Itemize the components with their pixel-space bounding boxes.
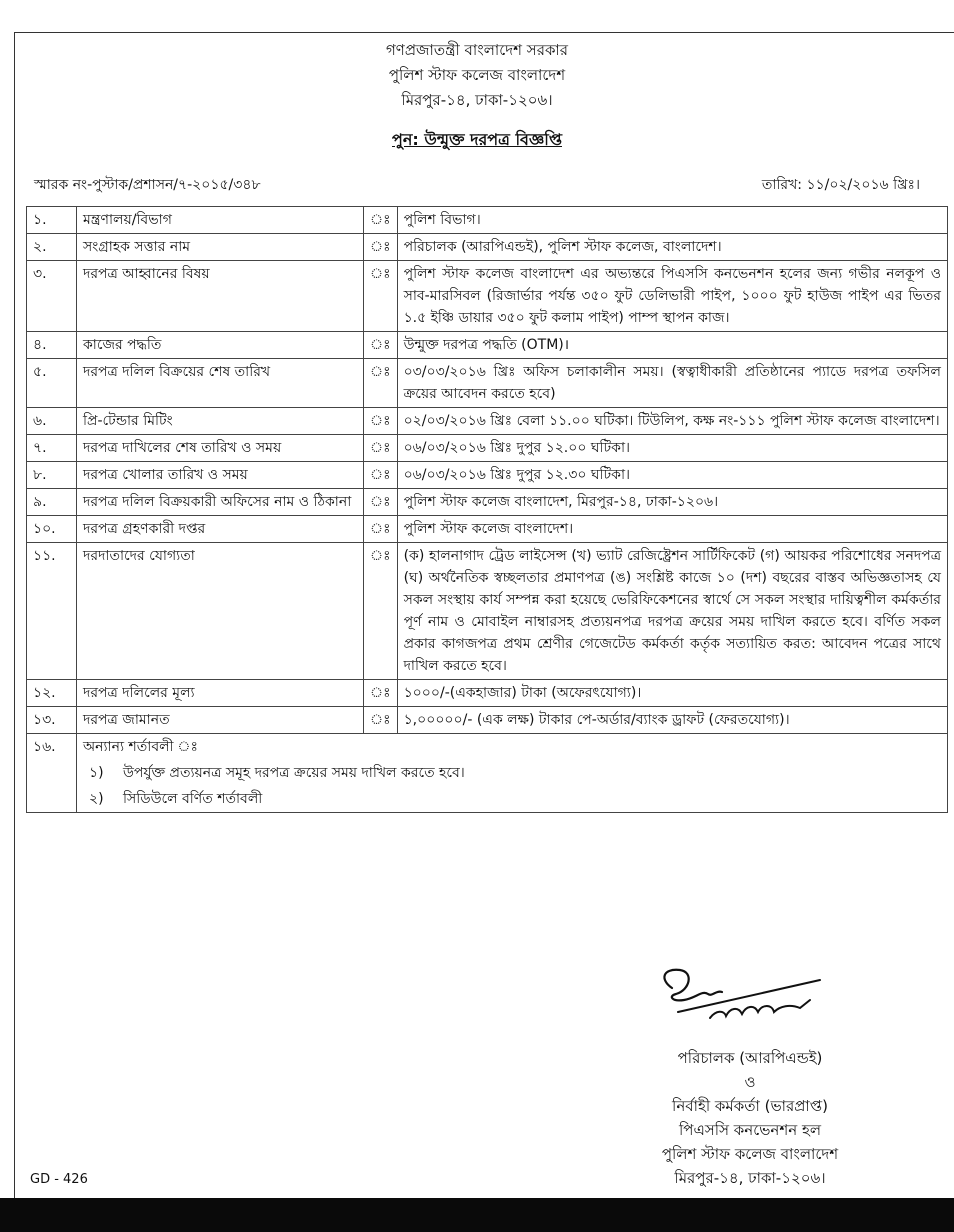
row-colon: ঃ xyxy=(364,707,398,734)
row-item: কাজের পদ্ধতি xyxy=(77,332,364,359)
row-serial: ৫. xyxy=(27,359,77,408)
condition-number: ১) xyxy=(89,765,104,781)
table-row xyxy=(27,359,948,408)
signatory-conjunction: ও xyxy=(744,1073,756,1091)
row-colon: ঃ xyxy=(364,207,398,234)
signatory-block xyxy=(560,1046,940,1190)
other-conditions-row xyxy=(27,734,948,813)
row-item: দরপত্র দলিল বিক্রয়কারী অফিসের নাম ও ঠিকানা xyxy=(77,489,364,516)
row-value: ০৩/০৩/২০১৬ খ্রিঃ অফিস চলাকালীন সময়। (স্বত্বাধীকারী প্রতিষ্ঠানের প্যাডে দরপত্র তফসিল ক্রয়ের আবেদন করতে হবে) xyxy=(397,359,947,408)
signatory-address: মিরপুর-১৪, ঢাকা-১২০৬। xyxy=(674,1169,826,1187)
row-item: দরপত্র দলিলের মূল্য xyxy=(77,680,364,707)
row-item: মন্ত্রণালয়/বিভাগ xyxy=(77,207,364,234)
row-serial: ১৩. xyxy=(27,707,77,734)
table-row xyxy=(27,435,948,462)
row-serial: ৮. xyxy=(27,462,77,489)
row-value: ০৬/০৩/২০১৬ খ্রিঃ দুপুর ১২.০০ ঘটিকা। xyxy=(397,435,947,462)
condition-text: উপর্যুক্ত প্রত্যয়নত্র সমূহ দরপত্র ক্রয়ের সময় দাখিল করতে হবে। xyxy=(123,765,465,781)
signature-image xyxy=(650,960,830,1040)
table-row xyxy=(27,332,948,359)
row-colon: ঃ xyxy=(364,408,398,435)
signatory-title-2: নির্বাহী কর্মকর্তা (ভারপ্রাপ্ত) xyxy=(672,1097,828,1115)
row-serial: ২. xyxy=(27,234,77,261)
table-row xyxy=(27,234,948,261)
row-item: দরপত্র দলিল বিক্রয়ের শেষ তারিখ xyxy=(77,359,364,408)
row-serial: ৩. xyxy=(27,261,77,332)
row-colon: ঃ xyxy=(364,261,398,332)
row-colon: ঃ xyxy=(364,543,398,680)
row-colon: ঃ xyxy=(364,516,398,543)
row-value: পরিচালক (আরপিএন্ডই), পুলিশ স্টাফ কলেজ, বাংলাদেশ। xyxy=(397,234,947,261)
memo-number: স্মারক নং-পুস্টাক/প্রশাসন/৭-২০১৫/৩৪৮ xyxy=(34,177,261,193)
row-colon: ঃ xyxy=(364,680,398,707)
other-conditions-heading: অন্যান্য শর্তাবলী ঃ xyxy=(83,739,198,755)
letterhead xyxy=(0,38,954,113)
row-value: পুলিশ স্টাফ কলেজ বাংলাদেশ এর অভ্যন্তরে পিএসসি কনভেনশন হলের জন্য গভীর নলকূপ ও সাব-মারসিবল (রিজার্ভার পর্যন্ত ৩৫০ ফুট ডেলিভারী পাইপ, ১০০০ ফুট হাউজ পাইপ এর ভিতর ১.৫ ইঞ্চি ডায়ার ৩৫০ ফুট কলাম পাইপ) পাম্প স্থাপন কাজ। xyxy=(397,261,947,332)
row-serial: ১০. xyxy=(27,516,77,543)
row-value: পুলিশ বিভাগ। xyxy=(397,207,947,234)
row-value: পুলিশ স্টাফ কলেজ বাংলাদেশ, মিরপুর-১৪, ঢাকা-১২০৬। xyxy=(397,489,947,516)
row-colon: ঃ xyxy=(364,359,398,408)
bottom-band xyxy=(0,1198,954,1232)
table-row xyxy=(27,680,948,707)
college-name: পুলিশ স্টাফ কলেজ বাংলাদেশ xyxy=(388,66,566,84)
row-serial: ১১. xyxy=(27,543,77,680)
row-colon: ঃ xyxy=(364,435,398,462)
notice-date: তারিখ: ১১/০২/২০১৬ খ্রিঃ। xyxy=(761,177,920,193)
condition-number: ২) xyxy=(89,791,104,807)
govt-name: গণপ্রজাতন্ত্রী বাংলাদেশ সরকার xyxy=(385,41,569,59)
table-row xyxy=(27,707,948,734)
row-item: প্রি-টেন্ডার মিটিং xyxy=(77,408,364,435)
row-serial: ৭. xyxy=(27,435,77,462)
row-item: সংগ্রাহক সত্তার নাম xyxy=(77,234,364,261)
row-item: দরপত্র দাখিলের শেষ তারিখ ও সময় xyxy=(77,435,364,462)
row-item: দরপত্র খোলার তারিখ ও সময় xyxy=(77,462,364,489)
row-serial: ১. xyxy=(27,207,77,234)
row-serial: ৯. xyxy=(27,489,77,516)
footer-code: GD - 426 xyxy=(30,1172,88,1187)
row-colon: ঃ xyxy=(364,489,398,516)
table-row xyxy=(27,516,948,543)
table-row xyxy=(27,207,948,234)
table-row xyxy=(27,408,948,435)
row-serial: ৬. xyxy=(27,408,77,435)
row-serial: ৪. xyxy=(27,332,77,359)
row-value: উন্মুক্ত দরপত্র পদ্ধতি (OTM)। xyxy=(397,332,947,359)
row-colon: ঃ xyxy=(364,462,398,489)
signatory-title: পরিচালক (আরপিএন্ডই) xyxy=(677,1049,823,1067)
condition-item xyxy=(83,788,941,810)
tender-table-body xyxy=(27,207,948,813)
row-value: ০২/০৩/২০১৬ খ্রিঃ বেলা ১১.০০ ঘটিকা। টিউলিপ, কক্ষ নং-১১১ পুলিশ স্টাফ কলেজ বাংলাদেশ। xyxy=(397,408,947,435)
table-row xyxy=(27,489,948,516)
row-serial: ১৬. xyxy=(27,734,77,813)
row-value: (ক) হালনাগাদ ট্রেড লাইসেন্স (খ) ভ্যাট রেজিষ্ট্রেশন সার্টিফিকেট (গ) আয়কর পরিশোধের সনদপত্র (ঘ) অর্থনৈতিক স্বচ্ছলতার প্রমাণপত্র (ঙ) সংশ্লিষ্ট কাজে ১০ (দশ) বছরের বাস্তব অভিজ্ঞতাসহ যে সকল সংস্থায় কার্য সম্পন্ন করা হয়েছে ভেরিফিকেশনের স্বার্থে সে সকল সংস্থার দায়িত্বশীল কর্মকর্তার পূর্ণ নাম ও মোবাইল নাম্বারসহ প্রত্যয়নপত্র দরপত্র ক্রয়ের সময় দাখিল করতে হবে। বর্ণিত সকল প্রকার কাগজপত্র প্রথম শ্রেণীর গেজেটেড কর্মকর্তা কর্তৃক সত্যায়িত করত: আবেদন পত্রের সাথে দাখিল করতে হবে। xyxy=(397,543,947,680)
row-value: ১০০০/-(একহাজার) টাকা (অফেরৎযোগ্য)। xyxy=(397,680,947,707)
row-item: দরদাতাদের যোগ্যতা xyxy=(77,543,364,680)
condition-item xyxy=(83,762,941,784)
row-item: দরপত্র আহ্বানের বিষয় xyxy=(77,261,364,332)
row-item: দরপত্র জামানত xyxy=(77,707,364,734)
condition-text: সিডিউলে বর্ণিত শর্তাবলী xyxy=(123,791,263,807)
row-value: ০৬/০৩/২০১৬ খ্রিঃ দুপুর ১২.৩০ ঘটিকা। xyxy=(397,462,947,489)
row-serial: ১২. xyxy=(27,680,77,707)
row-colon: ঃ xyxy=(364,234,398,261)
row-value: পুলিশ স্টাফ কলেজ বাংলাদেশ। xyxy=(397,516,947,543)
table-row xyxy=(27,261,948,332)
row-value: ১,০০০০০/- (এক লক্ষ) টাকার পে-অর্ডার/ব্যাংক ড্রাফট (ফেরতযোগ্য)। xyxy=(397,707,947,734)
row-colon: ঃ xyxy=(364,332,398,359)
signatory-unit: পিএসসি কনভেনশন হল xyxy=(678,1121,822,1139)
other-conditions xyxy=(77,734,948,813)
table-row xyxy=(27,462,948,489)
college-address: মিরপুর-১৪, ঢাকা-১২০৬। xyxy=(401,91,553,109)
row-item: দরপত্র গ্রহণকারী দপ্তর xyxy=(77,516,364,543)
table-row xyxy=(27,543,948,680)
signatory-org: পুলিশ স্টাফ কলেজ বাংলাদেশ xyxy=(661,1145,839,1163)
notice-title: পুন: উন্মুক্ত দরপত্র বিজ্ঞপ্তি xyxy=(392,130,562,149)
tender-table xyxy=(26,206,948,813)
